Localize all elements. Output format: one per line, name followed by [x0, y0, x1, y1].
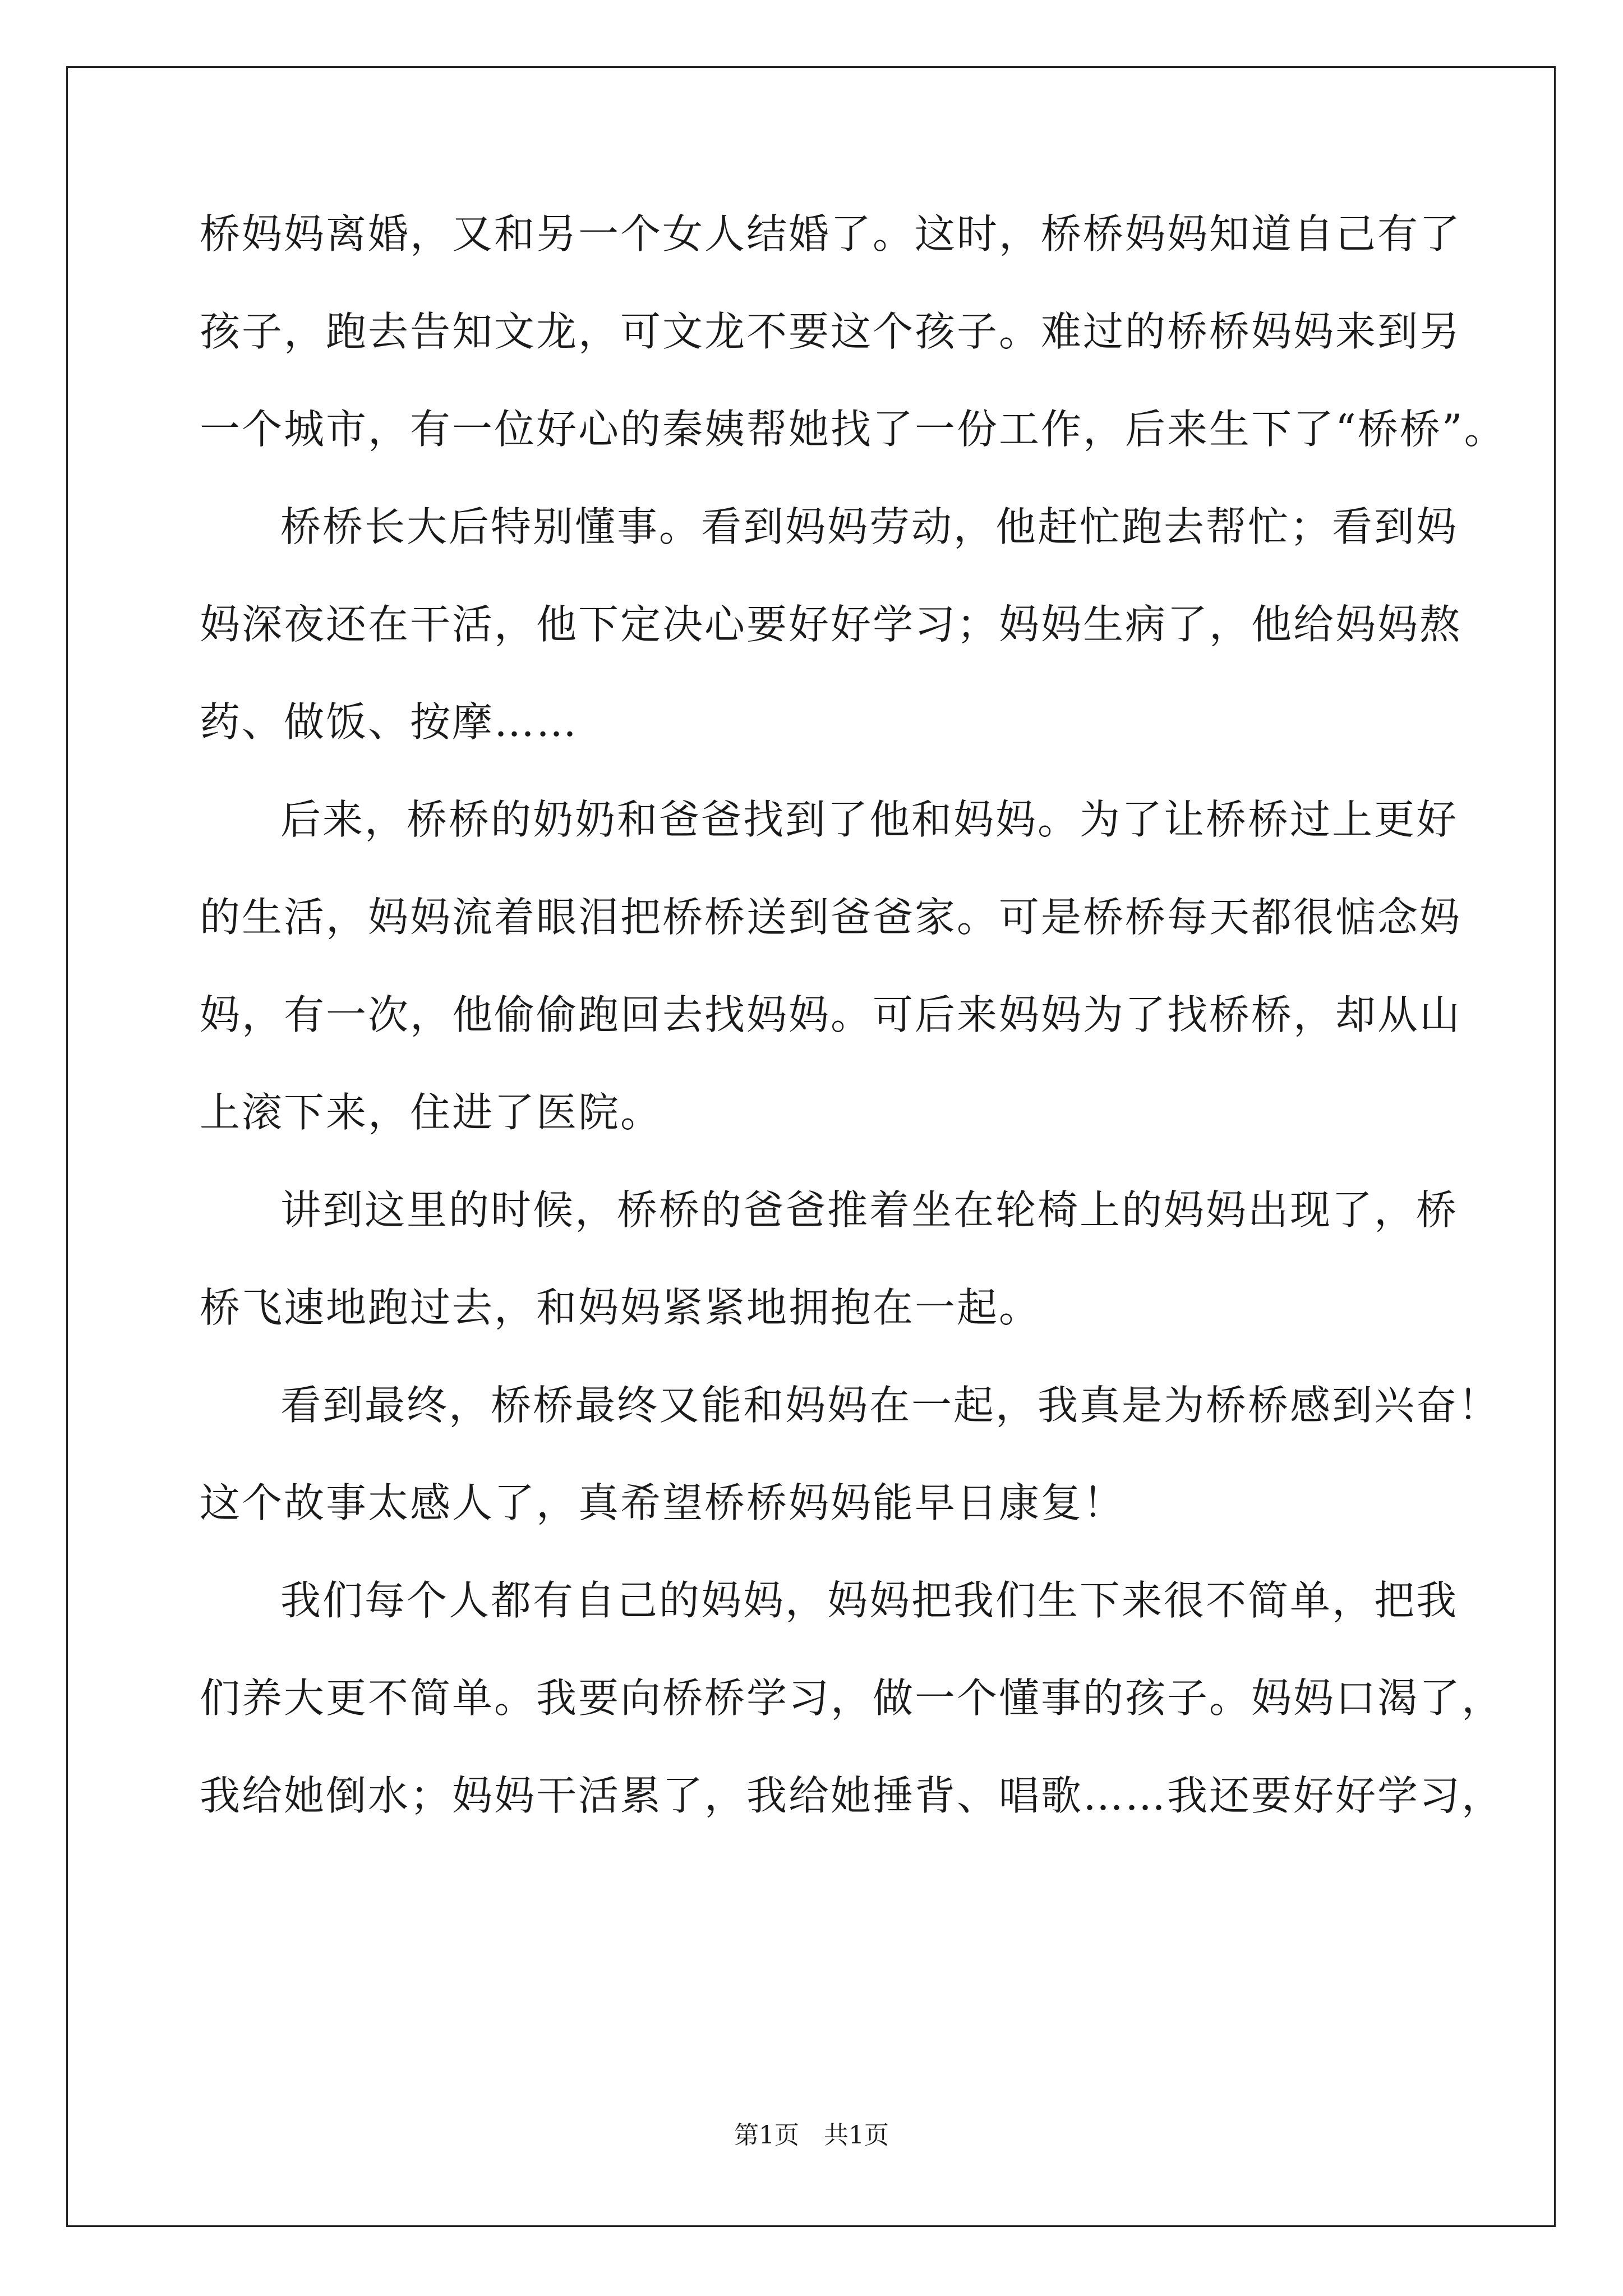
text-line: 我给她倒水；妈妈干活累了，我给她捶背、唱歌……我还要好好学习，	[200, 1772, 1504, 1819]
text-line: 妈，有一次，他偷偷跑回去找妈妈。可后来妈妈为了找桥桥，却从山	[200, 991, 1462, 1038]
text-line: 孩子，跑去告知文龙，可文龙不要这个孩子。难过的桥桥妈妈来到另	[200, 308, 1462, 355]
paragraph-start-line: 桥桥长大后特别懂事。看到妈妈劳动，他赶忙跑去帮忙；看到妈	[280, 503, 1459, 550]
text-line: 上滚下来，住进了医院。	[200, 1089, 663, 1136]
paragraph-start-line: 后来，桥桥的奶奶和爸爸找到了他和妈妈。为了让桥桥过上更好	[280, 796, 1459, 843]
text-line: 的生活，妈妈流着眼泪把桥桥送到爸爸家。可是桥桥每天都很惦念妈	[200, 894, 1462, 941]
text-line: 桥妈妈离婚，又和另一个女人结婚了。这时，桥桥妈妈知道自己有了	[200, 210, 1462, 257]
text-line: 妈深夜还在干活，他下定决心要好好学习；妈妈生病了，他给妈妈熬	[200, 601, 1462, 648]
text-line: 桥飞速地跑过去，和妈妈紧紧地拥抱在一起。	[200, 1284, 1041, 1331]
paragraph-start-line: 我们每个人都有自己的妈妈，妈妈把我们生下来很不简单，把我	[280, 1577, 1459, 1624]
paragraph-start-line: 看到最终，桥桥最终又能和妈妈在一起，我真是为桥桥感到兴奋！	[280, 1382, 1501, 1429]
text-line: 一个城市，有一位好心的秦姨帮她找了一份工作，后来生下了“桥桥”。	[200, 406, 1506, 453]
text-line: 们养大更不简单。我要向桥桥学习，做一个懂事的孩子。妈妈口渴了，	[200, 1674, 1504, 1722]
paragraph-start-line: 讲到这里的时候，桥桥的爸爸推着坐在轮椅上的妈妈出现了，桥	[280, 1186, 1459, 1234]
document-body	[200, 185, 1506, 1844]
text-line: 这个故事太感人了，真希望桥桥妈妈能早日康复！	[200, 1479, 1126, 1526]
text-line: 药、做饭、按摩……	[200, 698, 579, 746]
page-number-footer: 第1页 共1页	[734, 2121, 889, 2150]
